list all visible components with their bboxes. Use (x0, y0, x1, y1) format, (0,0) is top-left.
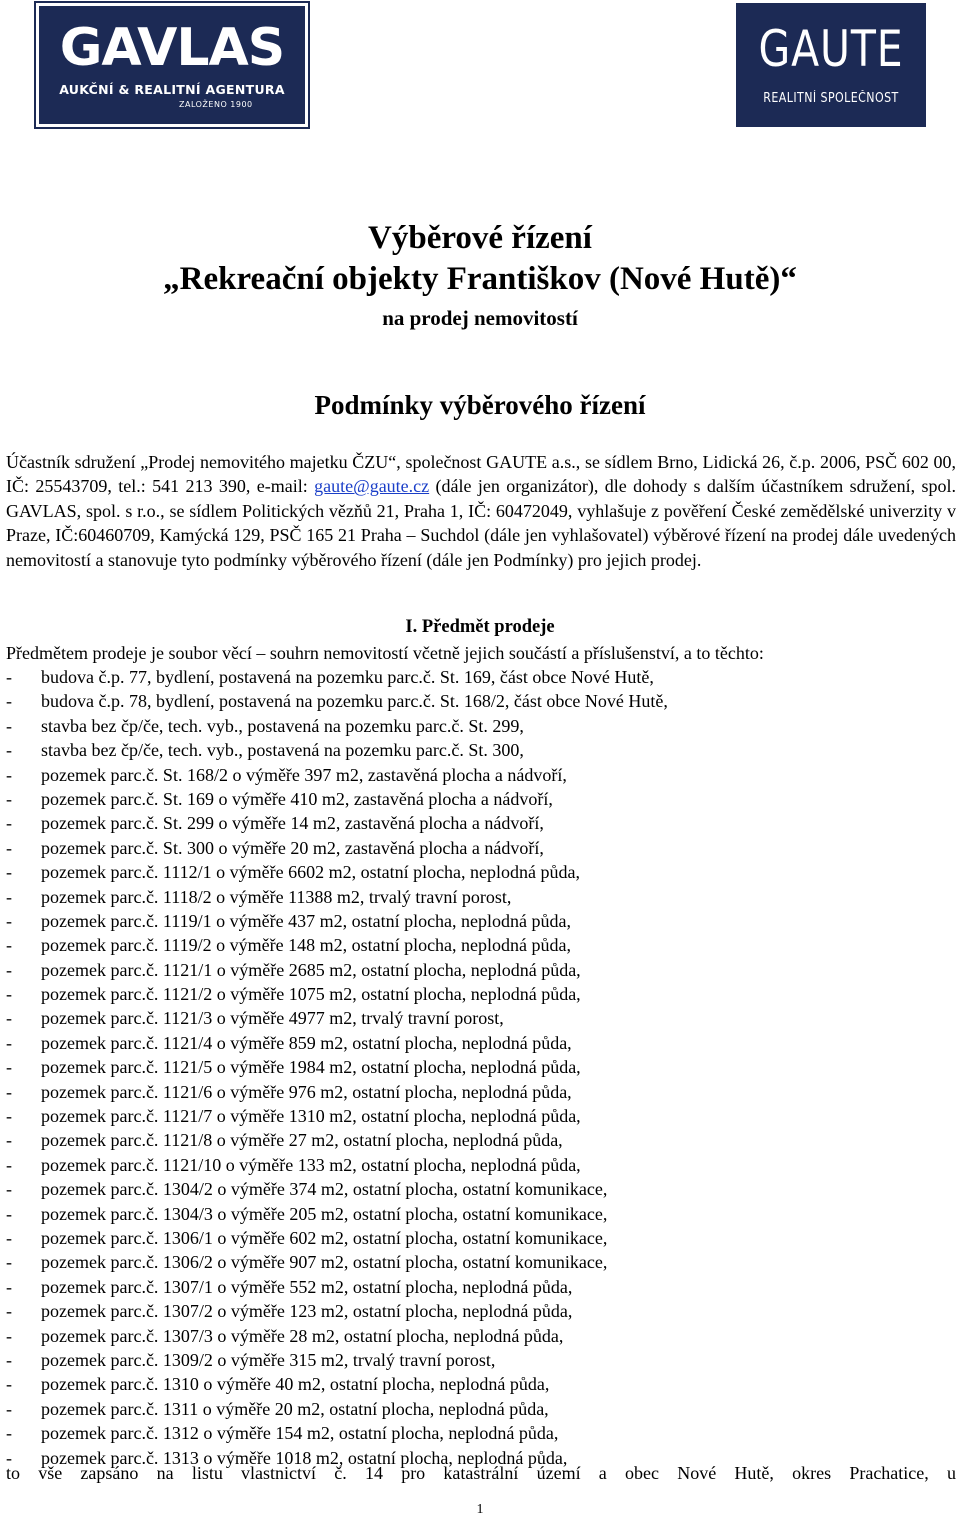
list-item-text: stavba bez čp/če, tech. vyb., postavená na pozemku parc.č. St. 299, (41, 715, 524, 736)
document-title: Výběrové řízení (368, 220, 592, 256)
list-item-text: pozemek parc.č. 1309/2 o výměře 315 m2, trvalý travní porost, (41, 1349, 496, 1370)
list-item-text: pozemek parc.č. 1121/5 o výměře 1984 m2, ostatní plocha, neplodná půda, (41, 1057, 581, 1078)
list-item-text: pozemek parc.č. St. 299 o výměře 14 m2, zastavěná plocha a nádvoří, (41, 813, 544, 834)
list-item-text: pozemek parc.č. 1121/3 o výměře 4977 m2, trvalý travní porost, (41, 1008, 504, 1029)
list-item (6, 1348, 956, 1372)
list-item-text: pozemek parc.č. 1121/1 o výměře 2685 m2, ostatní plocha, neplodná půda, (41, 959, 581, 980)
list-item (6, 1177, 956, 1201)
list-item (6, 933, 956, 957)
list-dash: - (6, 1325, 12, 1346)
page-number: 1 (476, 1502, 484, 1517)
list-item (6, 714, 956, 738)
list-dash: - (6, 1423, 12, 1444)
list-dash: - (6, 1057, 12, 1078)
section-heading: I. Předmět prodeje (405, 617, 555, 637)
list-item-text: stavba bez čp/če, tech. vyb., postavená na pozemku parc.č. St. 300, (41, 740, 524, 761)
list-item-text: pozemek parc.č. 1121/10 o výměře 133 m2, ostatní plocha, neplodná půda, (41, 1154, 581, 1175)
list-item (6, 1006, 956, 1030)
intro-text-start: Účastník sdružení „Prodej nemovitého majetku ČZU“, společnost GAUTE a.s., se sídlem Brno, Lidická 26, č.p. 2006, PSČ 602 00, IČ: 25543709, tel.: 541 213 390, e-mail: (6, 452, 956, 497)
list-dash: - (6, 1252, 12, 1273)
list-item (6, 1104, 956, 1128)
gaute-logo-word: GAUTE (758, 20, 904, 78)
closing-line: to vše zapsáno na listu vlastnictví č. 14 pro katastrální území a obec Nové Hutě, okres Prachatice, u (6, 1463, 956, 1483)
list-dash: - (6, 813, 12, 834)
list-item (6, 860, 956, 884)
list-item (6, 1250, 956, 1274)
list-dash: - (6, 1398, 12, 1419)
gavlas-logo-word: GAVLAS (59, 18, 285, 78)
list-item-text: budova č.p. 78, bydlení, postavená na pozemku parc.č. St. 168/2, část obce Nové Hutě, (41, 691, 668, 712)
list-item (6, 1055, 956, 1079)
list-item (6, 1226, 956, 1250)
list-item-text: pozemek parc.č. St. 169 o výměře 410 m2, zastavěná plocha a nádvoří, (41, 788, 553, 809)
list-item-text: pozemek parc.č. 1307/3 o výměře 28 m2, ostatní plocha, neplodná půda, (41, 1325, 564, 1346)
list-item-text: pozemek parc.č. 1307/1 o výměře 552 m2, ostatní plocha, neplodná půda, (41, 1276, 573, 1297)
list-item (6, 958, 956, 982)
list-item-text: pozemek parc.č. 1307/2 o výměře 123 m2, ostatní plocha, neplodná půda, (41, 1301, 573, 1322)
list-dash: - (6, 886, 12, 907)
list-dash: - (6, 740, 12, 761)
list-dash: - (6, 1276, 12, 1297)
list-item (6, 763, 956, 787)
email-link[interactable]: gaute@gaute.cz (314, 476, 430, 497)
list-item-text: pozemek parc.č. 1121/8 o výměře 27 m2, ostatní plocha, neplodná půda, (41, 1130, 563, 1151)
list-item (6, 1153, 956, 1177)
list-item-text: pozemek parc.č. 1121/7 o výměře 1310 m2, ostatní plocha, neplodná půda, (41, 1106, 581, 1127)
list-item-text: pozemek parc.č. 1121/2 o výměře 1075 m2, ostatní plocha, neplodná půda, (41, 984, 581, 1005)
list-item (6, 811, 956, 835)
list-dash: - (6, 1179, 12, 1200)
list-item (6, 1324, 956, 1348)
list-dash: - (6, 1349, 12, 1370)
gaute-logo-subtitle: REALITNÍ SPOLEČNOST (763, 91, 899, 106)
list-item-text: pozemek parc.č. 1304/3 o výměře 205 m2, ostatní plocha, ostatní komunikace, (41, 1203, 608, 1224)
list-item (6, 1031, 956, 1055)
list-item-text: pozemek parc.č. 1306/2 o výměře 907 m2, ostatní plocha, ostatní komunikace, (41, 1252, 608, 1273)
list-item-text: pozemek parc.č. 1312 o výměře 154 m2, ostatní plocha, neplodná půda, (41, 1423, 559, 1444)
list-item-text: pozemek parc.č. 1310 o výměře 40 m2, ostatní plocha, neplodná půda, (41, 1374, 550, 1395)
list-item-text: pozemek parc.č. 1112/1 o výměře 6602 m2, ostatní plocha, neplodná půda, (41, 862, 581, 883)
conditions-heading: Podmínky výběrového řízení (314, 390, 646, 420)
intro-text-end: (dále jen organizátor), dle dohody s dalším účastníkem sdružení, spol. GAVLAS, spol. s r.o., se sídlem Politických vězňů 21, Praha 1, IČ: 60472049, vyhlašuje z pověření České zemědělské univerzity v Praze, IČ:60460709, Kamýcká 129, PSČ 165 21 Praha – Suchdol (dále jen vyhlašovatel) výběrové řízení na prodej dále uvedených nemovitostí a stanovuje tyto podmínky výběrového řízení (dále jen Podmínky) pro jejich prodej. (6, 476, 956, 570)
list-item-text: pozemek parc.č. St. 168/2 o výměře 397 m2, zastavěná plocha a nádvoří, (41, 764, 567, 785)
list-dash: - (6, 959, 12, 980)
list-dash: - (6, 1301, 12, 1322)
list-dash: - (6, 984, 12, 1005)
list-item-text: pozemek parc.č. St. 300 o výměře 20 m2, zastavěná plocha a nádvoří, (41, 837, 544, 858)
list-dash: - (6, 837, 12, 858)
list-item (6, 1128, 956, 1152)
list-item-text: pozemek parc.č. 1306/1 o výměře 602 m2, ostatní plocha, ostatní komunikace, (41, 1227, 608, 1248)
document-purpose: na prodej nemovitostí (382, 306, 578, 330)
list-dash: - (6, 935, 12, 956)
document-subtitle: „Rekreační objekty Františkov (Nové Hutě)“ (163, 261, 797, 297)
gaute-logo (736, 3, 926, 127)
list-dash: - (6, 1203, 12, 1224)
list-item (6, 689, 956, 713)
list-dash: - (6, 862, 12, 883)
list-dash: - (6, 1227, 12, 1248)
intro-paragraph (6, 450, 956, 572)
list-dash: - (6, 1032, 12, 1053)
list-dash: - (6, 764, 12, 785)
list-dash: - (6, 788, 12, 809)
list-item-text: pozemek parc.č. 1118/2 o výměře 11388 m2, trvalý travní porost, (41, 886, 512, 907)
property-list (6, 665, 956, 1470)
list-item-text: pozemek parc.č. 1119/1 o výměře 437 m2, ostatní plocha, neplodná půda, (41, 910, 572, 931)
list-dash: - (6, 1008, 12, 1029)
list-dash: - (6, 691, 12, 712)
list-dash: - (6, 910, 12, 931)
list-dash: - (6, 715, 12, 736)
list-item (6, 982, 956, 1006)
list-item (6, 1372, 956, 1396)
list-dash: - (6, 667, 12, 687)
list-item-text: pozemek parc.č. 1311 o výměře 20 m2, ostatní plocha, neplodná půda, (41, 1398, 549, 1419)
list-item (6, 885, 956, 909)
list-dash: - (6, 1154, 12, 1175)
list-item-text: pozemek parc.č. 1304/2 o výměře 374 m2, ostatní plocha, ostatní komunikace, (41, 1179, 608, 1200)
list-item-text: pozemek parc.č. 1119/2 o výměře 148 m2, ostatní plocha, neplodná půda, (41, 935, 572, 956)
list-dash: - (6, 1081, 12, 1102)
list-item (6, 665, 956, 689)
list-item-text: pozemek parc.č. 1121/6 o výměře 976 m2, ostatní plocha, neplodná půda, (41, 1081, 572, 1102)
list-item (6, 1299, 956, 1323)
gavlas-logo-subtitle: AUKČNÍ & REALITNÍ AGENTURA (59, 82, 285, 97)
list-item (6, 1421, 956, 1445)
list-item (6, 909, 956, 933)
list-item (6, 738, 956, 762)
gavlas-logo-founded: ZALOŽENO 1900 (179, 100, 253, 109)
list-dash: - (6, 1106, 12, 1127)
list-item (6, 787, 956, 811)
list-item (6, 1275, 956, 1299)
list-item-text: pozemek parc.č. 1313 o výměře 1018 m2, ostatní plocha, neplodná půda, (41, 1447, 568, 1468)
list-item-text: budova č.p. 77, bydlení, postavená na pozemku parc.č. St. 169, část obce Nové Hutě, (41, 667, 654, 687)
list-item (6, 1202, 956, 1226)
list-item (6, 1080, 956, 1104)
gavlas-logo (36, 3, 308, 127)
list-item (6, 836, 956, 860)
list-dash: - (6, 1130, 12, 1151)
list-dash: - (6, 1374, 12, 1395)
list-item-text: pozemek parc.č. 1121/4 o výměře 859 m2, ostatní plocha, neplodná půda, (41, 1032, 572, 1053)
section-intro: Předmětem prodeje je soubor věcí – souhrn nemovitostí včetně jejich součástí a příslušenství, a to těchto: (6, 643, 764, 663)
list-dash: - (6, 1447, 12, 1468)
list-item (6, 1397, 956, 1421)
